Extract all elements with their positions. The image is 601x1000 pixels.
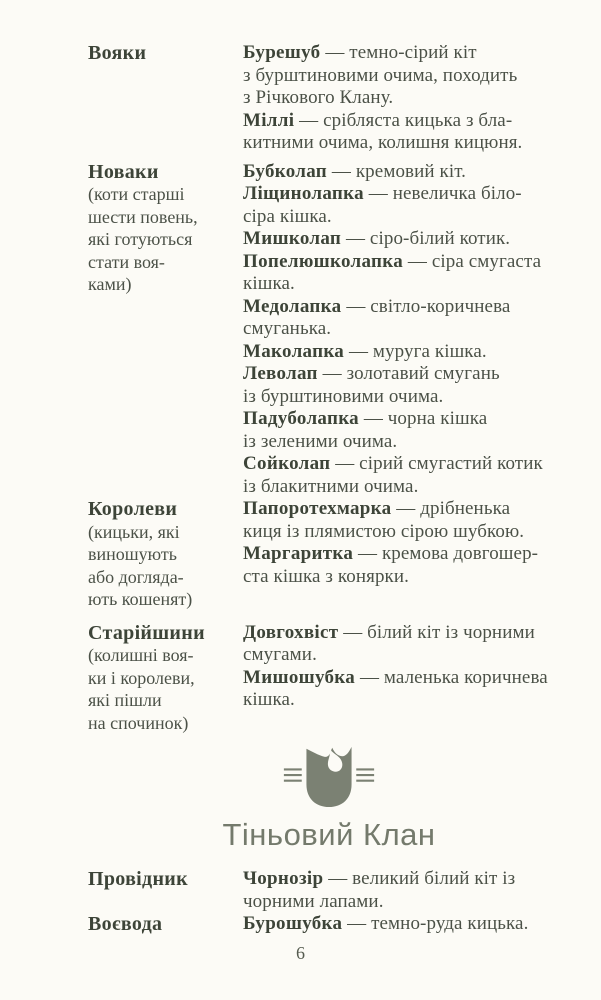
term-cell <box>88 161 243 296</box>
term-cell <box>88 42 243 65</box>
term-note: (коти старші <box>88 184 185 204</box>
cat-head-icon <box>282 744 376 808</box>
term-note: ки і королеви, <box>88 667 195 688</box>
cat-desc: із зеленими очима. <box>243 430 398 452</box>
cat-name: Падуболапка <box>243 408 359 429</box>
cat-name: Леволап <box>243 363 318 384</box>
term-note: ками) <box>88 274 132 294</box>
cat-entry <box>243 110 570 155</box>
cat-entry <box>243 341 570 364</box>
term-label: Вояки <box>88 42 147 64</box>
term-note: шести повень, <box>88 206 198 227</box>
cat-entry <box>243 913 570 936</box>
cat-desc: — кремова довгошер- <box>358 543 539 564</box>
cat-name: Папоротехмарка <box>243 498 392 519</box>
cat-desc: сіра кішка. <box>243 205 332 227</box>
term-label: Провідник <box>88 868 188 890</box>
cat-entry <box>243 228 570 251</box>
cat-desc: — срібляста кицька з бла- <box>299 109 513 131</box>
term-note: які готуються <box>88 229 193 249</box>
cat-desc: — муруга кішка. <box>348 340 487 362</box>
term-note: які пішли <box>88 690 162 710</box>
cat-desc: кішка. <box>243 273 295 294</box>
cat-desc: — золотавий смугань <box>322 363 500 384</box>
term-cell <box>88 913 243 936</box>
cat-desc: смугами. <box>243 644 317 665</box>
cat-name: Попелюшколапка <box>243 250 404 272</box>
term-note: стати воя- <box>88 251 165 272</box>
term-note: виношують <box>88 544 177 564</box>
page-number: 6 <box>296 943 305 963</box>
cat-desc: — кремовий кіт. <box>331 160 467 182</box>
section-warriors <box>88 42 570 155</box>
cat-desc: — темно-сірий кіт <box>325 42 477 63</box>
cat-name: Чорнозір <box>243 868 324 889</box>
term-cell <box>88 498 243 611</box>
cat-entry <box>243 183 570 228</box>
cat-entry <box>243 42 570 110</box>
cat-desc: з Річкового Клану. <box>243 87 394 108</box>
cat-desc: китними очима, колишня кицюня. <box>243 132 523 153</box>
cat-name: Маргаритка <box>243 543 354 564</box>
section-apprentices <box>88 161 570 499</box>
term-cell <box>88 868 243 891</box>
cat-name: Бурешуб <box>243 42 321 63</box>
term-label: Воєвода <box>88 913 163 935</box>
cat-desc: — невеличка біло- <box>368 183 522 204</box>
cat-desc: — темно-руда кицька. <box>347 913 529 934</box>
section-queens <box>88 498 570 611</box>
cat-entry <box>243 667 570 712</box>
term-note: (колишні воя- <box>88 645 194 665</box>
cat-entry <box>243 161 570 184</box>
term-note: ють кошенят) <box>88 589 193 609</box>
term-label: Старійшини <box>88 621 205 644</box>
cat-desc: — чорна кішка <box>363 408 488 429</box>
cat-entry <box>243 498 570 543</box>
cat-desc: — маленька коричнева <box>359 666 548 688</box>
cat-name: Довгохвіст <box>243 621 339 643</box>
cat-desc: з бурштиновими очима, походить <box>243 64 518 86</box>
entries-cell <box>243 868 570 913</box>
cat-desc: із бурштиновими очима. <box>243 385 444 407</box>
cat-entry <box>243 543 570 588</box>
term-note: на спочинок) <box>88 712 189 733</box>
cat-entry <box>243 408 570 453</box>
cat-name: Медолапка <box>243 295 342 317</box>
cat-desc: — сіро-білий котик. <box>345 228 511 249</box>
section-leader <box>88 868 570 913</box>
term-note: або догляда- <box>88 566 184 587</box>
cat-name: Бубколап <box>243 160 328 182</box>
cat-name: Сойколап <box>243 453 331 474</box>
cat-name: Бурошубка <box>243 913 343 934</box>
cat-desc: ста кішка з конярки. <box>243 565 409 587</box>
section-elders <box>88 622 570 735</box>
term-label: Королеви <box>88 498 178 520</box>
cat-desc: — білий кіт із чорними <box>343 621 535 643</box>
cat-head-shape <box>306 747 351 807</box>
cat-name: Маколапка <box>243 340 345 362</box>
term-note: (кицьки, які <box>88 521 180 542</box>
cat-name: Міллі <box>243 109 295 131</box>
cat-desc: чорними лапами. <box>243 890 384 912</box>
cat-desc: із блакитними очима. <box>243 475 419 497</box>
cat-desc: — сіра смугаста <box>407 250 542 272</box>
cat-desc: — дрібненька <box>396 498 511 519</box>
entries-cell <box>243 622 570 712</box>
entries-cell <box>243 161 570 499</box>
section-deputy <box>88 913 570 936</box>
cat-name: Мишколап <box>243 228 342 249</box>
cat-desc: — світло-коричнева <box>346 295 511 317</box>
cat-desc: — великий білий кіт із <box>328 868 516 889</box>
entries-cell <box>243 913 570 936</box>
clan-divider <box>88 744 570 853</box>
cat-name: Ліщинолапка <box>243 183 364 204</box>
cat-entry <box>243 363 570 408</box>
cat-entry <box>243 251 570 296</box>
entries-cell <box>243 498 570 588</box>
term-cell <box>88 622 243 735</box>
cat-entry <box>243 622 570 667</box>
term-label: Новаки <box>88 160 159 183</box>
clan-title: Тіньовий Клан <box>222 817 436 852</box>
cat-entry <box>243 453 570 498</box>
entries-cell <box>243 42 570 155</box>
cat-name: Мишошубка <box>243 666 356 688</box>
cat-desc: — сірий смугастий котик <box>335 453 543 474</box>
cat-entry <box>243 868 570 913</box>
cat-desc: киця із плямистою сірою шубкою. <box>243 520 525 542</box>
page-content <box>88 42 570 936</box>
cat-entry <box>243 296 570 341</box>
cat-desc: смуганька. <box>243 318 332 339</box>
cat-desc: кішка. <box>243 689 295 710</box>
